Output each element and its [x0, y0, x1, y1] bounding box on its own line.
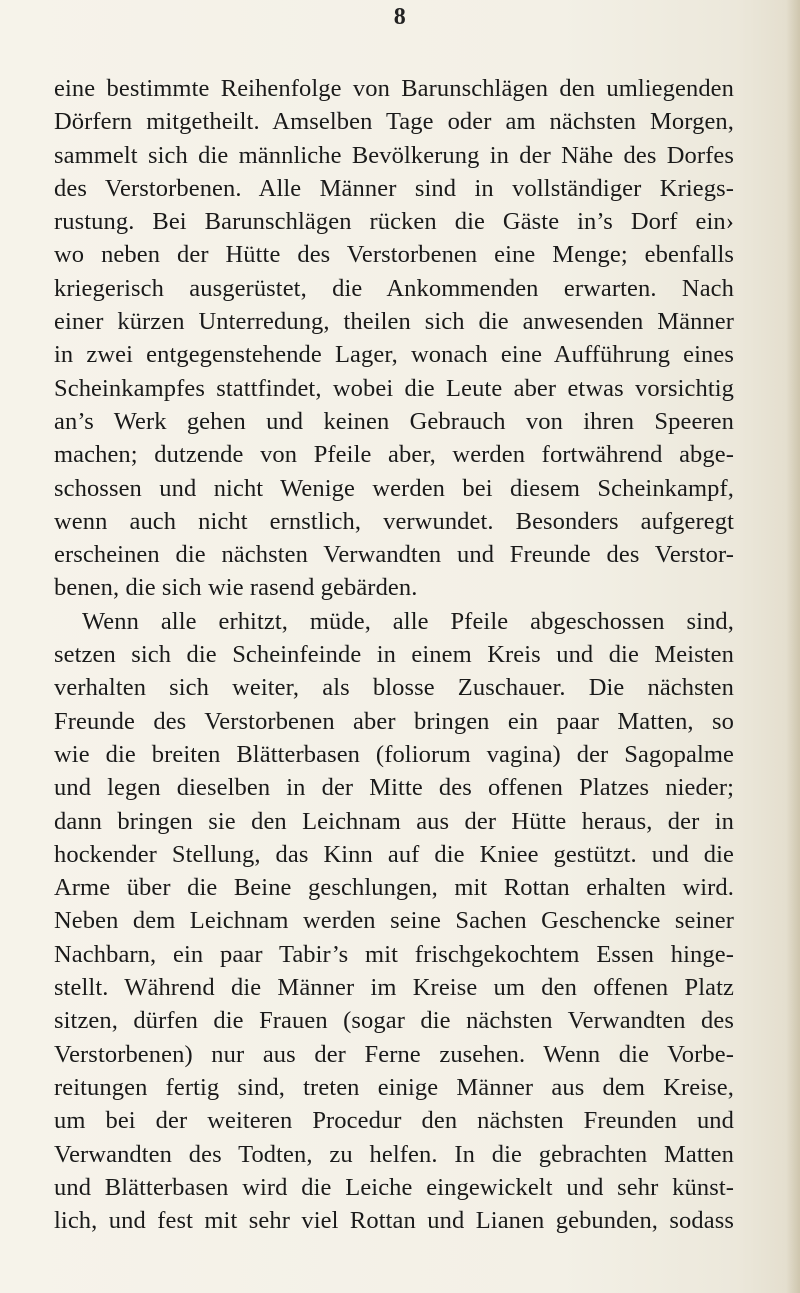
page-number: 8	[393, 4, 407, 30]
text-line: wo neben der Hütte des Verstorbenen eine Menge; ebenfalls	[54, 241, 734, 269]
text-line: verhalten sich weiter, als blosse Zuschauer. Die nächsten	[54, 674, 734, 702]
text-line: an’s Werk gehen und keinen Gebrauch von ihren Speeren	[54, 407, 734, 435]
text-line: kriegerisch ausgerüstet, die Ankommenden erwarten. Nach	[54, 274, 734, 302]
text-line: reitungen fertig sind, treten einige Männer aus dem Kreise,	[54, 1073, 734, 1101]
text-line: setzen sich die Scheinfeinde in einem Kreis und die Meisten	[54, 641, 734, 669]
text-line: und legen dieselben in der Mitte des offenen Platzes nieder;	[54, 774, 734, 802]
paragraph-start-line: Wenn alle erhitzt, müde, alle Pfeile abgeschossen sind,	[82, 607, 734, 635]
text-line: Dörfern mitgetheilt. Amselben Tage oder am nächsten Morgen,	[54, 108, 734, 136]
text-line: dann bringen sie den Leichnam aus der Hütte heraus, der in	[54, 807, 734, 835]
text-line: Neben dem Leichnam werden seine Sachen Geschencke seiner	[54, 907, 734, 935]
paragraph-end-line: benen, die sich wie rasend gebärden.	[54, 574, 418, 602]
body-text	[54, 72, 734, 1237]
text-line: rustung. Bei Barunschlägen rücken die Gäste in’s Dorf ein›	[54, 208, 734, 236]
text-line: Verstorbenen) nur aus der Ferne zusehen. Wenn die Vorbe-	[54, 1040, 734, 1068]
text-line: und Blätterbasen wird die Leiche eingewickelt und sehr künst-	[54, 1173, 734, 1201]
text-line: in zwei entgegenstehende Lager, wonach eine Aufführung eines	[54, 341, 734, 369]
text-line: sammelt sich die männliche Bevölkerung in der Nähe des Dorfes	[54, 141, 734, 169]
text-line: Verwandten des Todten, zu helfen. In die gebrachten Matten	[54, 1140, 734, 1168]
text-line: lich, und fest mit sehr viel Rottan und Lianen gebunden, sodass	[54, 1207, 734, 1235]
text-line: um bei der weiteren Procedur den nächsten Freunden und	[54, 1107, 734, 1135]
text-line: Scheinkampfes stattfindet, wobei die Leute aber etwas vorsichtig	[54, 374, 734, 402]
text-line: Freunde des Verstorbenen aber bringen ein paar Matten, so	[54, 707, 734, 735]
page-edge-shadow	[786, 0, 800, 1293]
text-line: wenn auch nicht ernstlich, verwundet. Besonders aufgeregt	[54, 507, 734, 535]
text-line: einer kürzen Unterredung, theilen sich die anwesenden Männer	[54, 308, 734, 336]
text-line: erscheinen die nächsten Verwandten und Freunde des Verstor-	[54, 541, 734, 569]
text-line: Nachbarn, ein paar Tabir’s mit frischgekochtem Essen hinge-	[54, 940, 734, 968]
text-line: machen; dutzende von Pfeile aber, werden fortwährend abge-	[54, 441, 734, 469]
text-line: hockender Stellung, das Kinn auf die Kniee gestützt. und die	[54, 840, 734, 868]
text-line: wie die breiten Blätterbasen (foliorum vagina) der Sagopalme	[54, 740, 734, 768]
text-line: schossen und nicht Wenige werden bei diesem Scheinkampf,	[54, 474, 734, 502]
text-line: eine bestimmte Reihenfolge von Barunschlägen den umliegenden	[54, 75, 734, 102]
text-line: Arme über die Beine geschlungen, mit Rottan erhalten wird.	[54, 874, 734, 902]
text-line: stellt. Während die Männer im Kreise um den offenen Platz	[54, 974, 734, 1002]
text-line: des Verstorbenen. Alle Männer sind in vollständiger Kriegs-	[54, 174, 734, 202]
text-line: sitzen, dürfen die Frauen (sogar die nächsten Verwandten des	[54, 1007, 734, 1035]
